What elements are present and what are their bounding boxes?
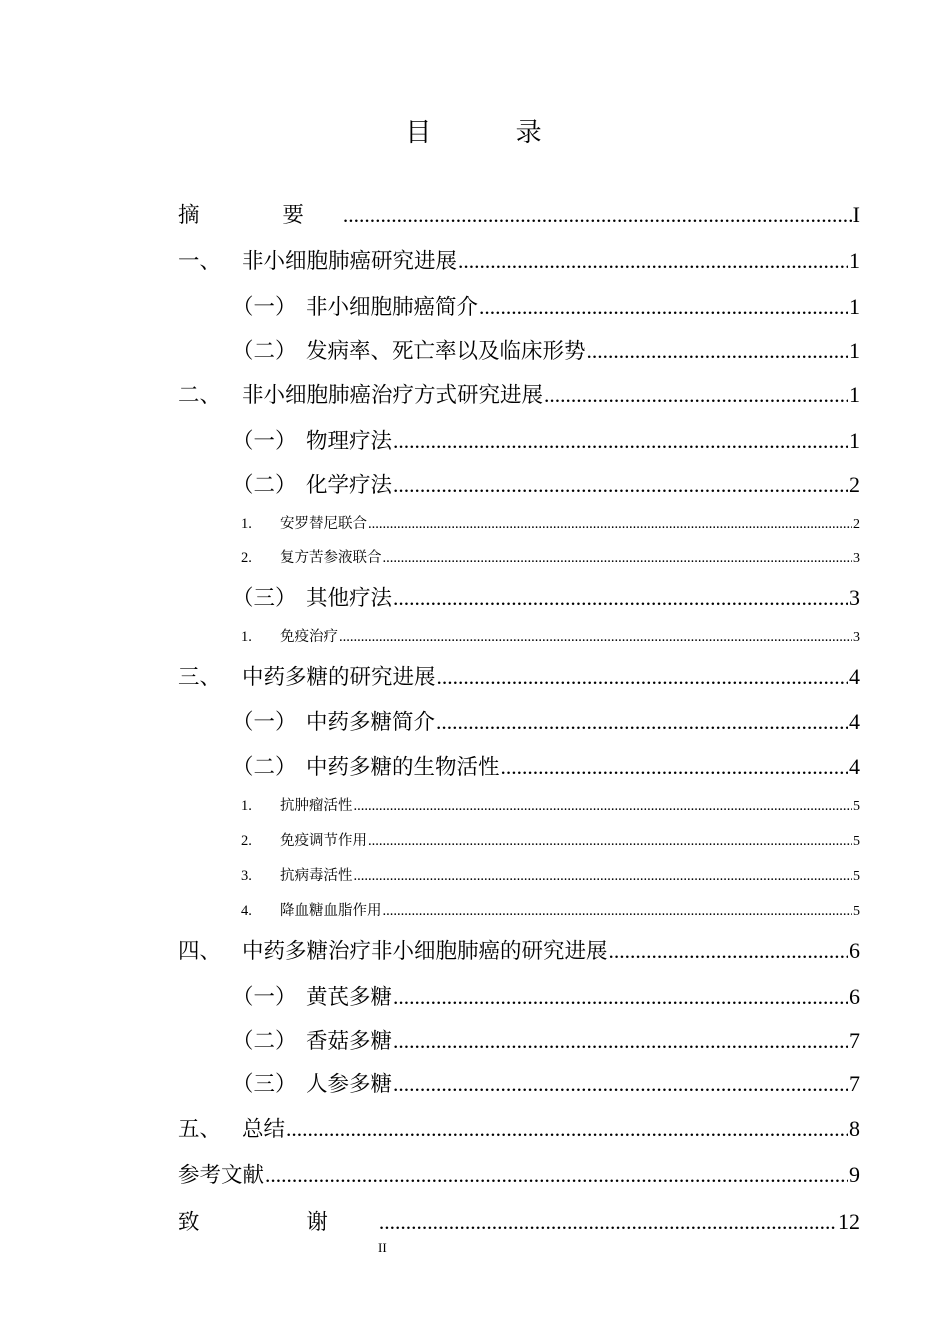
- toc-entry-number: 4.: [241, 903, 252, 919]
- toc-leader-dots: [286, 1117, 848, 1142]
- toc-entry[interactable]: [178, 378, 860, 409]
- toc-entry-number: （二）: [232, 473, 297, 498]
- toc-page-number: 2: [849, 472, 860, 497]
- toc-entry-text: 中药多糖的研究进展: [242, 665, 436, 690]
- toc-leader-dots: [436, 710, 848, 735]
- toc-entry-number: 1.: [241, 516, 252, 532]
- toc-entry-text: 中药多糖简介: [306, 710, 436, 735]
- toc-entry-text: 降血糖血脂作用: [280, 903, 382, 919]
- toc-entry[interactable]: [232, 334, 860, 365]
- toc-leader-dots: [393, 586, 848, 611]
- toc-page-number: 5: [853, 834, 860, 849]
- toc-entry-number: （二）: [232, 1029, 297, 1054]
- toc-leader-dots: [368, 833, 852, 850]
- toc-entry-number: 四、: [178, 939, 222, 964]
- toc-entry-number: （一）: [232, 429, 297, 454]
- toc-entry-text: 抗病毒活性: [280, 868, 353, 884]
- toc-entry-number: （一）: [232, 985, 297, 1010]
- toc-page-number: 4: [849, 754, 860, 779]
- toc-entry[interactable]: [178, 244, 860, 275]
- toc-leader-dots: [368, 516, 852, 533]
- toc-entry[interactable]: [232, 468, 860, 499]
- toc-entry-number: 三、: [178, 665, 222, 690]
- toc-entry-text: 免疫治疗: [280, 629, 338, 645]
- toc-entry-text: 非小细胞肺癌研究进展: [242, 249, 458, 274]
- toc-entry-text: 参考文献: [178, 1163, 265, 1188]
- toc-entry-text: 复方苦参液联合: [280, 550, 382, 566]
- toc-leader-dots: [437, 665, 848, 690]
- toc-page-number: 3: [853, 630, 860, 645]
- toc-entry[interactable]: [241, 864, 860, 885]
- toc-page-number: 8: [849, 1116, 860, 1141]
- toc-leader-dots: [544, 383, 848, 408]
- toc-entry[interactable]: [178, 1205, 860, 1236]
- toc-entry[interactable]: [232, 750, 860, 781]
- toc-leader-dots: [379, 1210, 837, 1235]
- page-footer-number: II: [378, 1240, 387, 1255]
- toc-entry-number: （一）: [232, 295, 297, 320]
- toc-entry-text: 致 谢: [178, 1210, 378, 1235]
- toc-entry-number: 1.: [241, 798, 252, 814]
- toc-entry-text: 物理疗法: [306, 429, 393, 454]
- toc-leader-dots: [393, 985, 848, 1010]
- toc-entry[interactable]: [232, 290, 860, 321]
- toc-entry[interactable]: [178, 198, 860, 229]
- toc-entry[interactable]: [178, 934, 860, 965]
- toc-entry[interactable]: [178, 660, 860, 691]
- toc-page-number: 7: [849, 1071, 860, 1096]
- toc-page-number: 3: [849, 585, 860, 610]
- toc-page-number: 1: [849, 294, 860, 319]
- toc-leader-dots: [393, 1029, 848, 1054]
- toc-entry-text: 其他疗法: [306, 586, 393, 611]
- toc-entry-number: 2.: [241, 833, 252, 849]
- toc-entry-text: 非小细胞肺癌简介: [306, 295, 479, 320]
- toc-entry-number: 2.: [241, 550, 252, 566]
- toc-entry-text: 免疫调节作用: [280, 833, 367, 849]
- toc-leader-dots: [343, 203, 852, 228]
- toc-leader-dots: [393, 429, 848, 454]
- toc-entry-number: （一）: [232, 710, 297, 735]
- toc-page-number: I: [852, 202, 860, 227]
- toc-page-number: 7: [849, 1028, 860, 1053]
- toc-page-number: 6: [849, 938, 860, 963]
- toc-page-number: 1: [849, 338, 860, 363]
- toc-leader-dots: [354, 868, 853, 885]
- toc-entry-text: 中药多糖的生物活性: [306, 755, 500, 780]
- toc-entry[interactable]: [241, 546, 860, 567]
- toc-page-number: 5: [853, 904, 860, 919]
- toc-page-number: 1: [849, 428, 860, 453]
- toc-leader-dots: [339, 629, 852, 646]
- toc-entry-number: （二）: [232, 339, 297, 364]
- toc-page-number: 5: [853, 869, 860, 884]
- toc-entry[interactable]: [241, 794, 860, 815]
- toc-page-number: 1: [849, 382, 860, 407]
- toc-entry-text: 中药多糖治疗非小细胞肺癌的研究进展: [242, 939, 608, 964]
- toc-leader-dots: [501, 755, 848, 780]
- toc-entry[interactable]: [241, 512, 860, 533]
- toc-entry-number: （三）: [232, 1072, 297, 1097]
- toc-entry-text: 非小细胞肺癌治疗方式研究进展: [242, 383, 544, 408]
- toc-entry-text: 香菇多糖: [306, 1029, 393, 1054]
- toc-entry-text: 黄芪多糖: [306, 985, 393, 1010]
- toc-entry-text: 人参多糖: [306, 1072, 393, 1097]
- toc-page-number: 5: [853, 799, 860, 814]
- toc-entry[interactable]: [232, 581, 860, 612]
- toc-leader-dots: [393, 473, 848, 498]
- toc-page-number: 4: [849, 664, 860, 689]
- toc-page-number: 12: [838, 1209, 860, 1234]
- toc-leader-dots: [383, 550, 853, 567]
- toc-page-number: 4: [849, 709, 860, 734]
- toc-leader-dots: [458, 249, 848, 274]
- page-title: 目 录: [405, 118, 580, 148]
- toc-entry-text: 安罗替尼联合: [280, 516, 367, 532]
- toc-entry[interactable]: [232, 424, 860, 455]
- toc-entry[interactable]: [178, 1112, 860, 1143]
- toc-entry-text: 发病率、死亡率以及临床形势: [306, 339, 586, 364]
- toc-entry[interactable]: [232, 980, 860, 1011]
- toc-entry-text: 总结: [242, 1117, 286, 1142]
- toc-entry-text: 摘 要: [178, 203, 342, 228]
- toc-page-number: 3: [853, 551, 860, 566]
- toc-entry-number: 1.: [241, 629, 252, 645]
- toc-leader-dots: [393, 1072, 848, 1097]
- toc-entry[interactable]: [241, 899, 860, 920]
- toc-leader-dots: [383, 903, 853, 920]
- toc-leader-dots: [587, 339, 848, 364]
- toc-entry[interactable]: [232, 705, 860, 736]
- toc-leader-dots: [479, 295, 848, 320]
- toc-page-number: 9: [849, 1162, 860, 1187]
- toc-entry-number: 一、: [178, 249, 222, 274]
- toc-entry-text: 化学疗法: [306, 473, 393, 498]
- toc-page-number: 6: [849, 984, 860, 1009]
- toc-entry[interactable]: [232, 1024, 860, 1055]
- toc-entry-number: 五、: [178, 1117, 222, 1142]
- toc-entry[interactable]: [178, 1158, 860, 1189]
- toc-page-number: 1: [849, 248, 860, 273]
- toc-entry-text: 抗肿瘤活性: [280, 798, 353, 814]
- toc-page-number: 2: [853, 517, 860, 532]
- toc-entry-number: （二）: [232, 755, 297, 780]
- toc-entry[interactable]: [232, 1067, 860, 1098]
- toc-entry[interactable]: [241, 625, 860, 646]
- toc-leader-dots: [265, 1163, 848, 1188]
- toc-entry-number: 3.: [241, 868, 252, 884]
- toc-leader-dots: [609, 939, 848, 964]
- toc-entry-number: 二、: [178, 383, 222, 408]
- toc-leader-dots: [354, 798, 853, 815]
- toc-entry[interactable]: [241, 829, 860, 850]
- toc-entry-number: （三）: [232, 586, 297, 611]
